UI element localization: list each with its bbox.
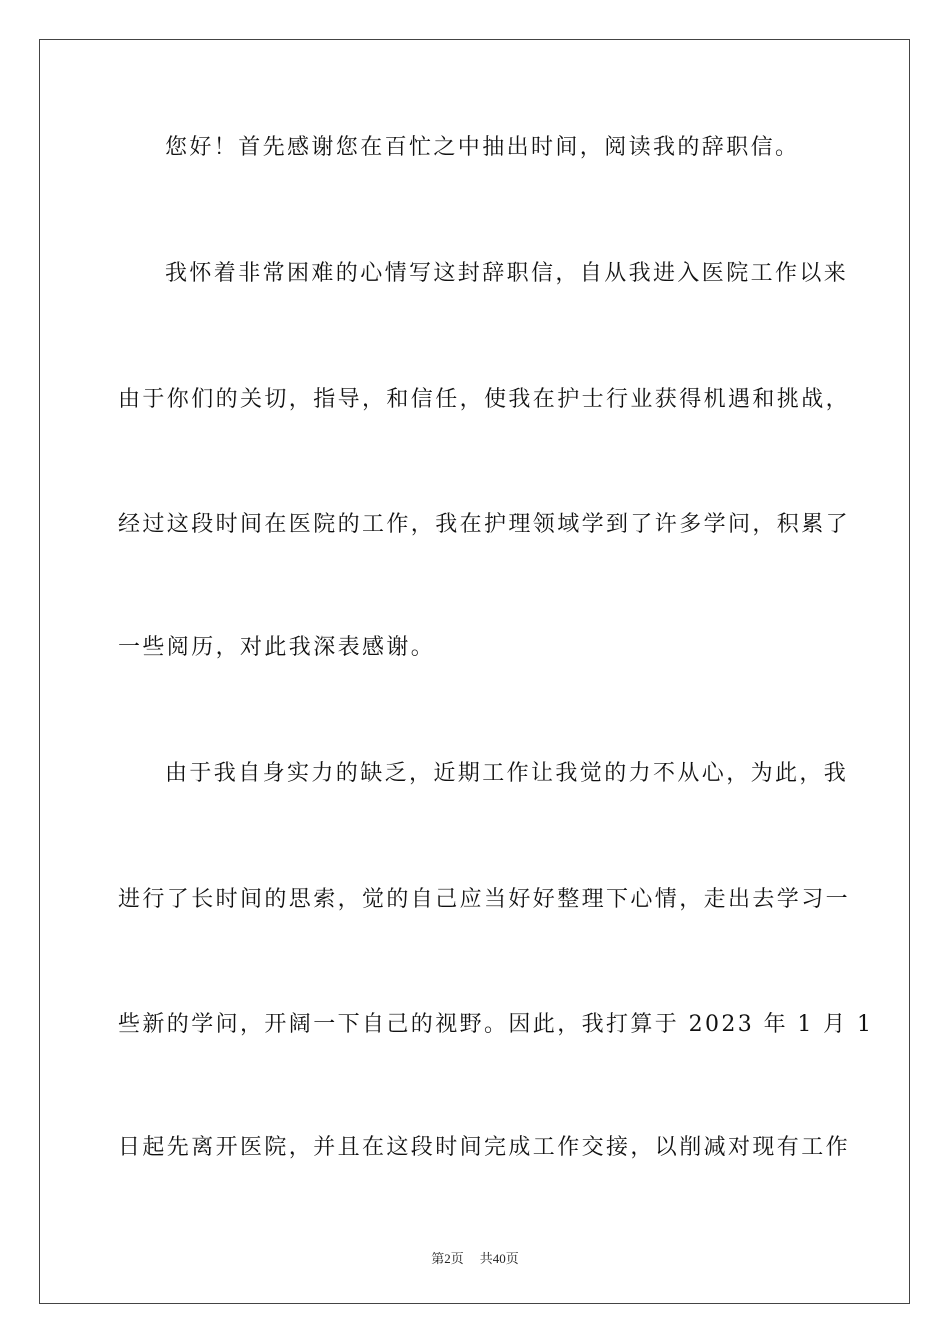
text-line: 进行了长时间的思索，觉的自己应当好好整理下心情，走出去学习一: [118, 887, 851, 912]
page-footer: [0, 1248, 950, 1267]
text-line: 由于我自身实力的缺乏，近期工作让我觉的力不从心，为此，我: [165, 761, 849, 786]
page-number: 第2页: [431, 1251, 464, 1266]
text-line: 我怀着非常困难的心情写这封辞职信，自从我进入医院工作以来: [165, 261, 849, 286]
text-line: 日起先离开医院，并且在这段时间完成工作交接，以削减对现有工作: [118, 1135, 851, 1160]
text-line: 些新的学问，开阔一下自己的视野。因此，我打算于 2023 年 1 月 1: [118, 1012, 874, 1037]
text-line: 一些阅历，对此我深表感谢。: [118, 635, 436, 660]
page-border: [39, 39, 910, 1304]
page-total: 共40页: [479, 1251, 519, 1266]
text-line: 由于你们的关切，指导，和信任，使我在护士行业获得机遇和挑战，: [118, 387, 851, 412]
text-line: 经过这段时间在医院的工作，我在护理领域学到了许多学问，积累了: [118, 512, 851, 537]
text-line: 您好！首先感谢您在百忙之中抽出时间，阅读我的辞职信。: [165, 135, 800, 160]
